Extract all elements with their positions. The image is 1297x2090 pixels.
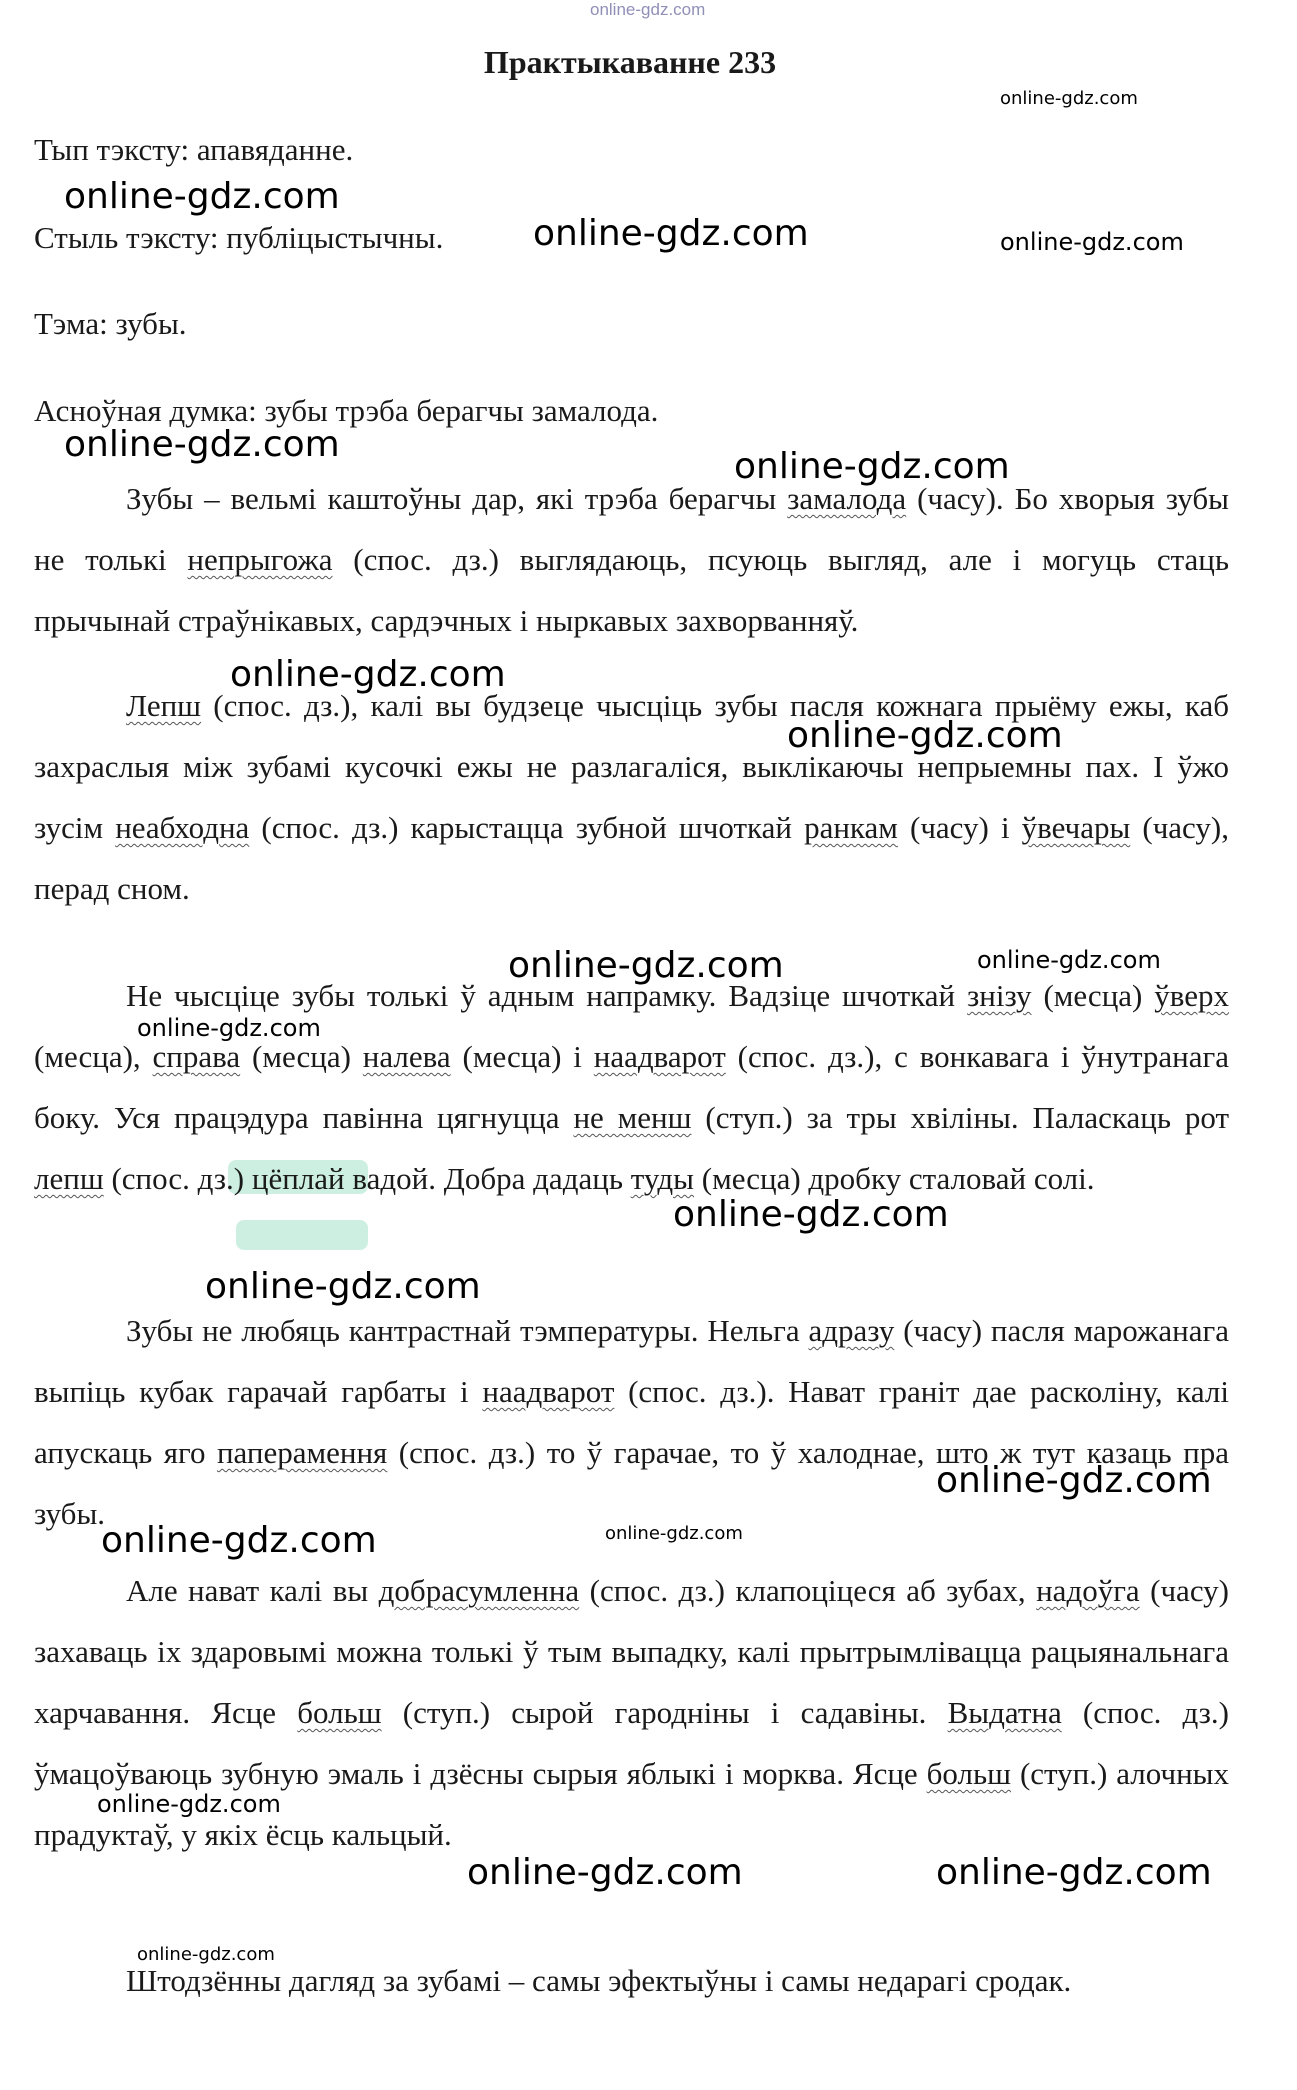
watermark: online-gdz.com <box>977 946 1161 974</box>
watermark: online-gdz.com <box>936 1460 1212 1501</box>
text-theme-line: Тэма: зубы. <box>34 306 187 341</box>
watermark: online-gdz.com <box>64 424 340 465</box>
adverb-underlined: добрасумленна <box>378 1573 580 1608</box>
paragraph-text: (ступ.) сырой гародніны і садавіны. <box>381 1695 948 1730</box>
adverb-underlined: больш <box>926 1756 1011 1791</box>
paragraph-text: Зубы – вельмі каштоўны дар, які трэба берагчы <box>126 481 788 516</box>
watermark: online-gdz.com <box>508 945 784 986</box>
top-watermark: online-gdz.com <box>590 0 706 19</box>
watermark: online-gdz.com <box>1000 88 1138 109</box>
adverb-underlined: справа <box>152 1039 241 1074</box>
watermark: online-gdz.com <box>205 1266 481 1307</box>
adverb-underlined: наадварот <box>593 1039 726 1074</box>
paragraph-text: (месца) дробку сталовай солі. <box>694 1161 1095 1196</box>
adverb-underlined: замалода <box>787 481 907 516</box>
paragraph-text: (спос. дз.) то ў гарачае, то ў халоднае, што ж тут казаць пра зубы. <box>34 1435 1230 1531</box>
watermark: online-gdz.com <box>64 176 340 217</box>
paragraph-text: (месца) <box>1031 978 1155 1013</box>
watermark: online-gdz.com <box>230 654 506 695</box>
watermark: online-gdz.com <box>787 715 1063 756</box>
paragraph-text: (часу) пасля марожанага выпіць кубак гарачай гарбаты і <box>34 1313 1230 1409</box>
highlighter-mark <box>236 1220 368 1250</box>
watermark: online-gdz.com <box>605 1523 743 1544</box>
paragraph-2 <box>34 675 1229 919</box>
paragraph-text: (спос. дз.), калі вы будзеце чысціць зубы пасля кожнага прыёму ежы, каб захраслыя між зубамі кусочкі ежы не разлагаліся, выклікаючы непрыемны пах. І ўжо зусім <box>34 688 1229 845</box>
watermark: online-gdz.com <box>467 1852 743 1893</box>
paragraph-text: (спос. дз.). Нават граніт дае расколіну, калі апускаць яго <box>34 1374 1229 1470</box>
paragraph-text: (месца) <box>240 1039 363 1074</box>
adverb-underlined: непрыгожа <box>187 542 333 577</box>
watermark: online-gdz.com <box>533 213 809 254</box>
paragraph-text: (месца) і <box>450 1039 594 1074</box>
paragraph-text: Не чысціце зубы толькі ў адным напрамку. Вадзіце шчоткай <box>126 978 967 1013</box>
paragraph-text: (ступ.) за тры хвіліны. Паласкаць рот <box>691 1100 1229 1135</box>
paragraph-text: (часу), перад сном. <box>34 810 1229 906</box>
adverb-underlined: ўверх <box>1154 978 1229 1013</box>
adverb-underlined: ўвечары <box>1021 810 1131 845</box>
paragraph-text: (спос. дз.) карыстацца зубной шчоткай <box>249 810 805 845</box>
adverb-underlined: Выдатна <box>947 1695 1062 1730</box>
adverb-underlined: лепш <box>34 1161 104 1196</box>
paragraph-4 <box>34 1300 1229 1544</box>
adverb-underlined: надоўга <box>1036 1573 1140 1608</box>
paragraph-text: (спос. дз.) цёплай вадой. Добра дадаць <box>103 1161 631 1196</box>
text-style-line: Стыль тэксту: публіцыстычны. <box>34 220 444 255</box>
adverb-underlined: Лепш <box>126 688 202 723</box>
adverb-underlined: туды <box>630 1161 694 1196</box>
watermark: online-gdz.com <box>734 446 1010 487</box>
adverb-underlined: наадварот <box>482 1374 615 1409</box>
paragraph-text: (спос. дз.) ўмацоўваюць зубную эмаль і дзёсны сырыя яблыкі і морква. Ясце <box>34 1695 1229 1791</box>
watermark: online-gdz.com <box>936 1852 1212 1893</box>
watermark: online-gdz.com <box>137 1014 321 1042</box>
paragraph-text: Штодзённы дагляд за зубамі – самы эфектыўны і самы недарагі сродак. <box>126 1963 1072 1998</box>
watermark: online-gdz.com <box>1000 228 1184 256</box>
paragraph-text: Але нават калі вы <box>126 1573 379 1608</box>
paragraph-text: Зубы не любяць кантрастнай тэмпературы. Нельга <box>126 1313 809 1348</box>
paragraph-text: (спос. дз.) клапоціцеся аб зубах, <box>579 1573 1037 1608</box>
adverb-underlined: ранкам <box>804 810 898 845</box>
paragraph-text: (месца), <box>34 1039 153 1074</box>
paragraph-text: (часу) і <box>897 810 1022 845</box>
paragraph-text: (спос. дз.), с вонкавага і ўнутранага боку. Уся працэдура павінна цягнуцца <box>34 1039 1229 1135</box>
paragraph-text: (ступ.) алочных прадуктаў, у якіх ёсць кальцый. <box>34 1756 1229 1852</box>
watermark: online-gdz.com <box>97 1790 281 1818</box>
adverb-underlined: паперамення <box>216 1435 388 1470</box>
paragraph-text: (часу) захаваць іх здаровымі можна толькі ў тым выпадку, калі прытрымлівацца рацыянальнага харчавання. Ясце <box>34 1573 1229 1730</box>
text-type-line: Тып тэксту: апавяданне. <box>34 132 354 167</box>
paragraph-5 <box>34 1560 1229 1865</box>
paragraph-text: (часу). Бо хворыя зубы не толькі <box>34 481 1229 577</box>
adverb-underlined: адразу <box>808 1313 895 1348</box>
paragraph-1 <box>34 468 1229 651</box>
paragraph-text: (спос. дз.) выглядаюць, псуюць выгляд, але і могуць стаць прычынай страўнікавых, сардэчных і ныркавых захворванняў. <box>34 542 1229 638</box>
watermark: online-gdz.com <box>137 1944 275 1965</box>
adverb-underlined: налева <box>362 1039 451 1074</box>
adverb-underlined: знізу <box>967 978 1032 1013</box>
adverb-underlined: неабходна <box>115 810 250 845</box>
main-idea-line: Асноўная думка: зубы трэба берагчы замалода. <box>34 393 659 428</box>
paragraph-3 <box>34 965 1229 1209</box>
adverb-underlined: не менш <box>573 1100 692 1135</box>
adverb-underlined: больш <box>297 1695 382 1730</box>
page-title: Практыкаванне 233 <box>483 44 777 80</box>
watermark: online-gdz.com <box>101 1520 377 1561</box>
watermark: online-gdz.com <box>673 1194 949 1235</box>
